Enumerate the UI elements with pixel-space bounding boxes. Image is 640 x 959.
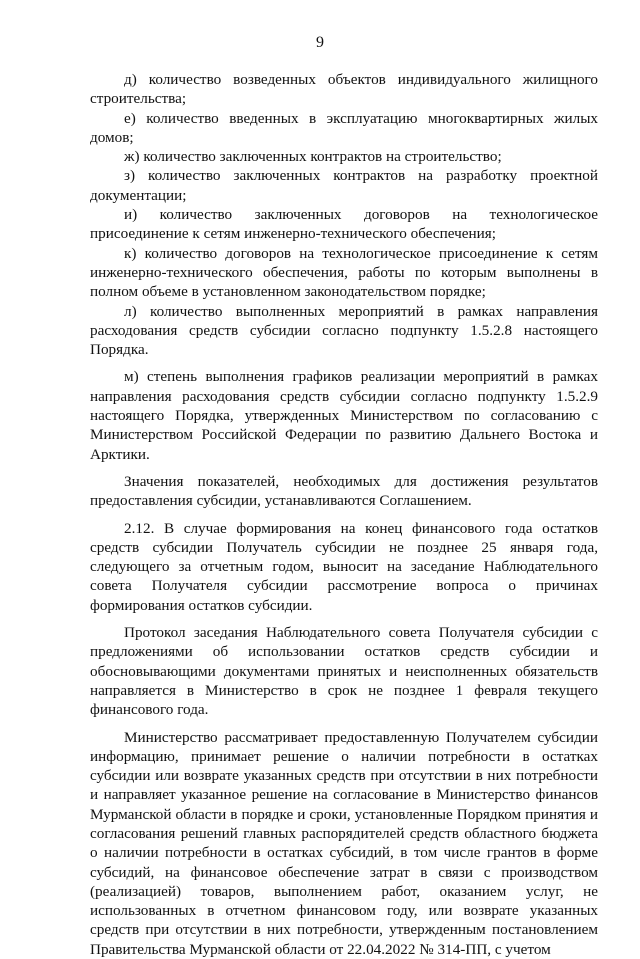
paragraph-d: д) количество возведенных объектов индивидуального жилищного строительства; <box>90 70 598 109</box>
paragraph-l: л) количество выполненных мероприятий в рамках направления расходования средств субсидии согласно подпункту 1.5.2.8 настоящего Порядка. <box>90 302 598 360</box>
paragraph-ministry-review: Министерство рассматривает предоставленную Получателем субсидии информацию, принимает решение о наличии потребности в остатках субсидии или возврате указанных средств при отсутствии в них потребности и направляет указанное решение на согласование в Министерство финансов Мурманской области в порядке и сроки, установленные Порядком принятия и согласования решений главных распорядителей средств областного бюджета о наличии потребности в остатках субсидий, в том числе грантов в форме субсидий, на финансовое обеспечение затрат в связи с производством (реализацией) товаров, выполнением работ, оказанием услуг, не использованных в отчетном финансовом году, или возврате указанных средств при отсутствии в них потребности, утвержденным постановлением Правительства Мурманской области от 22.04.2022 № 314-ПП, с учетом <box>90 728 598 959</box>
paragraph-e: е) количество введенных в эксплуатацию многоквартирных жилых домов; <box>90 109 598 148</box>
paragraph-k: к) количество договоров на технологическое присоединение к сетям инженерно-технического обеспечения, работы по которым выполнены в полном объеме в установленном законодательством порядке; <box>90 244 598 302</box>
paragraph-zh: ж) количество заключенных контрактов на строительство; <box>90 147 598 166</box>
paragraph-indicator-values: Значения показателей, необходимых для достижения результатов предоставления субсидии, устанавливаются Соглашением. <box>90 472 598 511</box>
page-number: 9 <box>0 34 640 52</box>
paragraph-2-12: 2.12. В случае формирования на конец финансового года остатков средств субсидии Получатель субсидии не позднее 25 января года, следующего за отчетным годом, выносит на заседание Наблюдательного совета Получателя субсидии рассмотрение вопроса о причинах формирования остатков субсидии. <box>90 519 598 615</box>
paragraph-m: м) степень выполнения графиков реализации мероприятий в рамках направления расходования средств субсидии согласно подпункту 1.5.2.9 настоящего Порядка, утвержденных Министерством по согласованию с Министерством Российской Федерации по развитию Дальнего Востока и Арктики. <box>90 367 598 463</box>
document-body <box>90 70 598 959</box>
paragraph-i: и) количество заключенных договоров на технологическое присоединение к сетям инженерно-технического обеспечения; <box>90 205 598 244</box>
paragraph-protocol: Протокол заседания Наблюдательного совета Получателя субсидии с предложениями об использовании остатков средств субсидии и обосновывающими документами принятых и неисполненных обязательств направляется в Министерство в срок не позднее 1 февраля текущего финансового года. <box>90 623 598 719</box>
paragraph-z: з) количество заключенных контрактов на разработку проектной документации; <box>90 166 598 205</box>
